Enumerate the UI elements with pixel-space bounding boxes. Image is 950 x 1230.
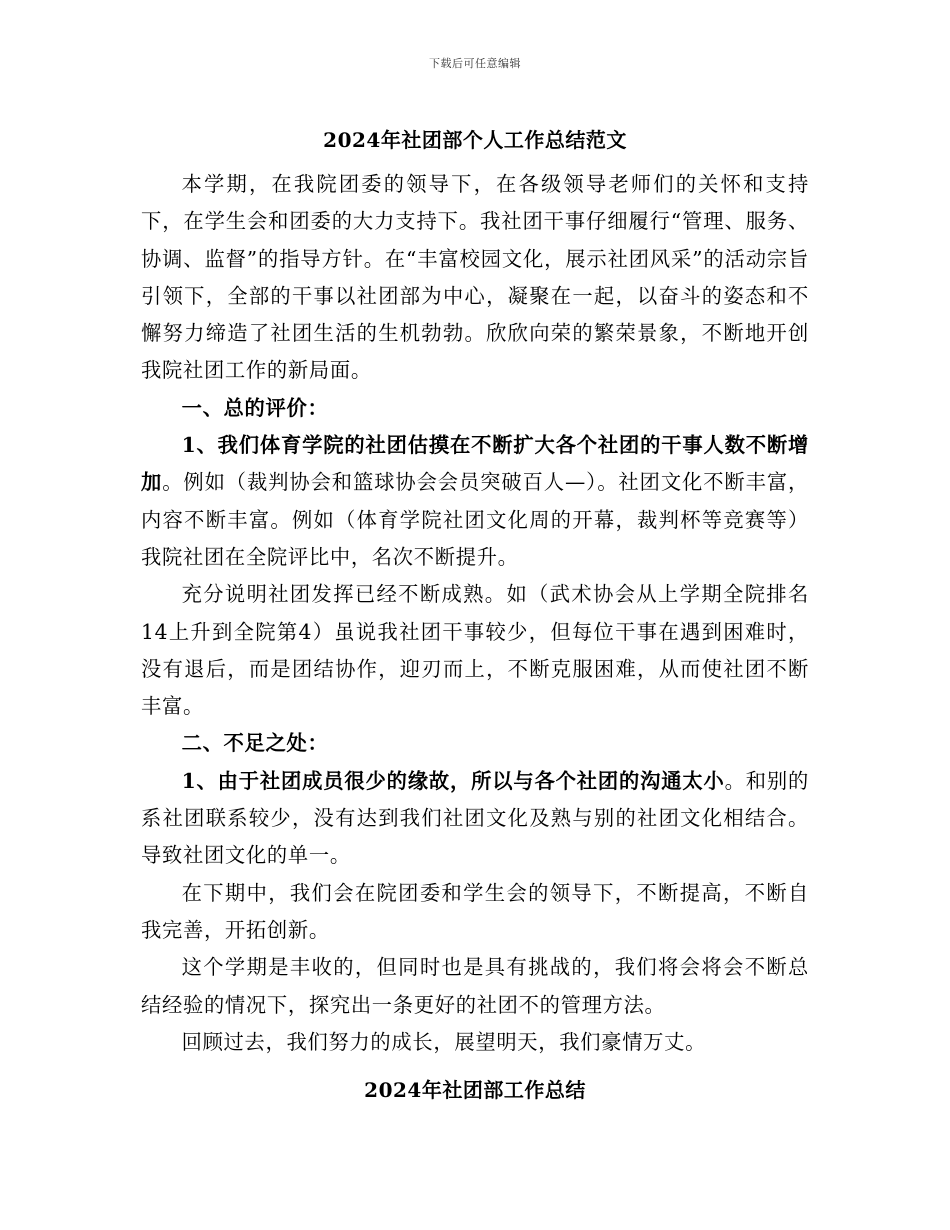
document-title: 2024年社团部个人工作总结范文: [323, 128, 627, 152]
section-heading-evaluation: 一、总的评价：: [181, 395, 329, 420]
document-body: [141, 166, 809, 1061]
evaluation-item-1: [141, 427, 809, 576]
closing-paragraph: 回顾过去，我们努力的成长，展望明天，我们豪情万丈。: [181, 1029, 707, 1054]
evaluation-paragraph-2: 充分说明社团发挥已经不断成熟。如（武术协会从上学期全院排名14上升到全院第4）虽说我社团干事较少，但每位干事在遇到困难时，没有退后，而是团结协作，迎刃而上，不断克服困难，从而使社团不断丰富。: [141, 582, 809, 719]
shortcoming-item-1-text: 。和别的系社团联系较少，没有达到我们社团文化及熟与别的社团文化相结合。导致社团文化的单一。: [141, 768, 809, 868]
shortcoming-paragraph-3: 这个学期是丰收的，但同时也是具有挑战的，我们将会将会不断总结经验的情况下，探究出一条更好的社团不的管理方法。: [141, 955, 809, 1017]
shortcoming-item-1: [141, 763, 809, 875]
header-note: 下载后可任意编辑: [429, 57, 521, 70]
next-document-title: 2024年社团部工作总结: [364, 1078, 586, 1102]
shortcoming-paragraph-2: 在下期中，我们会在院团委和学生会的领导下，不断提高，不断自我完善，开拓创新。: [141, 880, 809, 942]
evaluation-item-1-text: 。例如（裁判协会和篮球协会会员突破百人—）。社团文化不断丰富，内容不断丰富。例如（体育学院社团文化周的开幕，裁判杯等竞赛等）我院社团在全院评比中，名次不断提升。: [141, 470, 809, 569]
evaluation-item-1-bold: 1、我们体育学院的社团估摸在不断扩大各个社团的干事人数不断增加: [141, 433, 809, 495]
section-heading-shortcomings: 二、不足之处：: [181, 731, 329, 756]
intro-paragraph: 本学期，在我院团委的领导下，在各级领导老师们的关怀和支持下，在学生会和团委的大力支持下。我社团干事仔细履行“管理、服务、协调、监督”的指导方针。在“丰富校园文化，展示社团风采”的活动宗旨引领下，全部的干事以社团部为中心，凝聚在一起，以奋斗的姿态和不懈努力缔造了社团生活的生机勃勃。欣欣向荣的繁荣景象，不断地开创我院社团工作的新局面。: [141, 172, 809, 383]
shortcoming-item-1-bold: 1、由于社团成员很少的缘故，所以与各个社团的沟通太小: [181, 768, 725, 793]
